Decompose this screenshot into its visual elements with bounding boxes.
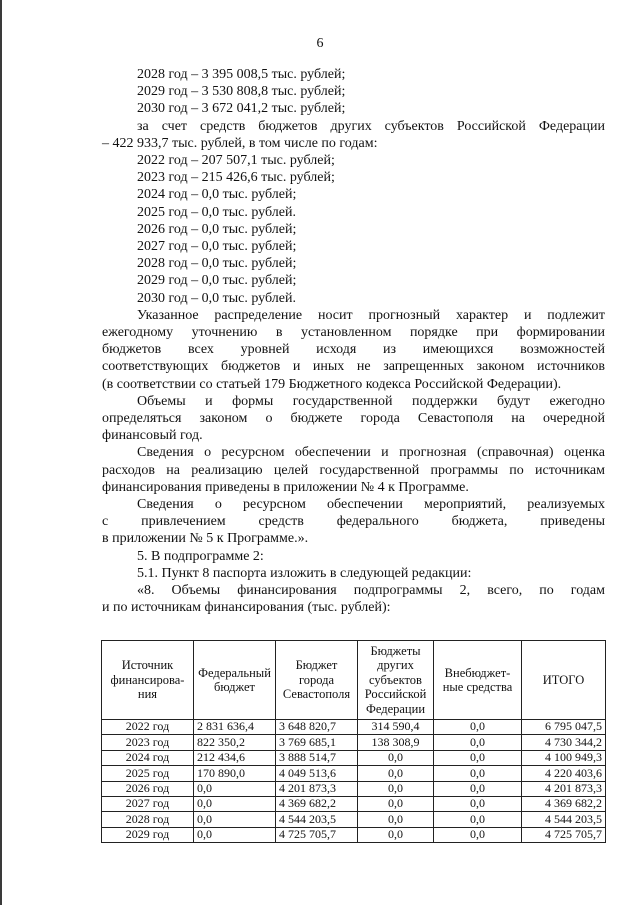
cell-federal: 0,0 (194, 827, 276, 842)
table-row (102, 781, 606, 796)
cell-city: 4 201 873,3 (276, 781, 358, 796)
other-regions-line: за счет средств бюджетов других субъектов Российской Федерации (137, 118, 605, 134)
cell-federal: 0,0 (194, 812, 276, 827)
cell-year: 2028 год (102, 812, 194, 827)
cell-total: 4 369 682,2 (522, 796, 606, 811)
paragraph-line: определяться законом о бюджете города Севастополя на очередной (102, 411, 605, 427)
funding-line: 2028 год – 3 395 008,5 тыс. рублей; (137, 67, 346, 82)
paragraph-line: Сведения о ресурсном обеспечении и прогнозная (справочная) оценка (137, 445, 605, 461)
cell-extrabudget: 0,0 (434, 827, 522, 842)
table-row (102, 796, 606, 811)
funding-line: 2027 год – 0,0 тыс. рублей; (137, 239, 297, 255)
other-regions-total: – 422 933,7 тыс. рублей, в том числе по годам: (102, 135, 378, 151)
paragraph-line: расходов на реализацию целей государственной программы по источникам (102, 462, 605, 478)
funding-line: 2028 год – 0,0 тыс. рублей; (137, 256, 297, 272)
paragraph-line: Указанное распределение носит прогнозный характер и подлежит (137, 307, 605, 323)
cell-extrabudget: 0,0 (434, 766, 522, 781)
cell-extrabudget: 0,0 (434, 750, 522, 765)
funding-line: 2029 год – 3 530 808,8 тыс. рублей; (137, 84, 346, 100)
header-federal: Федеральный бюджет (194, 641, 276, 720)
paragraph-line: бюджетов всех уровней исходя из имеющихся возможностей (102, 342, 605, 358)
page-number: 6 (316, 36, 324, 51)
cell-federal: 0,0 (194, 796, 276, 811)
cell-extrabudget: 0,0 (434, 812, 522, 827)
paragraph-line: финансирования приведены в приложении № 4 к Программе. (102, 479, 469, 495)
cell-total: 4 725 705,7 (522, 827, 606, 842)
cell-extrabudget: 0,0 (434, 781, 522, 796)
document-body (102, 66, 605, 617)
paragraph-line: с привлечением средств федерального бюджета, приведены (102, 514, 605, 530)
paragraph-line: Сведения о ресурсном обеспечении мероприятий, реализуемых (137, 497, 605, 513)
cell-federal: 0,0 (194, 781, 276, 796)
cell-total: 4 730 344,2 (522, 735, 606, 750)
paragraph-line: Объемы и формы государственной поддержки будут ежегодно (137, 393, 605, 409)
cell-regions: 314 590,4 (358, 720, 434, 735)
cell-total: 4 544 203,5 (522, 812, 606, 827)
cell-total: 4 100 949,3 (522, 750, 606, 765)
cell-regions: 0,0 (358, 796, 434, 811)
table-row (102, 720, 606, 735)
funding-line: 2026 год – 0,0 тыс. рублей; (137, 221, 297, 237)
funding-line: 2023 год – 215 426,6 тыс. рублей; (137, 170, 335, 186)
cell-regions: 0,0 (358, 781, 434, 796)
item-5-1: 5.1. Пункт 8 паспорта изложить в следующей редакции: (137, 565, 472, 581)
cell-year: 2024 год (102, 750, 194, 765)
item-8-line: и по источникам финансирования (тыс. рублей): (102, 600, 391, 616)
cell-city: 4 544 203,5 (276, 812, 358, 827)
table-row (102, 812, 606, 827)
header-city: Бюджет города Севастополя (276, 641, 358, 720)
paragraph-line: соответствующих бюджетов и иных не запрещенных законом источников (102, 359, 605, 375)
cell-regions: 0,0 (358, 766, 434, 781)
cell-year: 2022 год (102, 720, 194, 735)
table-row (102, 750, 606, 765)
cell-total: 6 795 047,5 (522, 720, 606, 735)
cell-regions: 138 308,9 (358, 735, 434, 750)
cell-city: 3 888 514,7 (276, 750, 358, 765)
cell-year: 2026 год (102, 781, 194, 796)
cell-city: 3 648 820,7 (276, 720, 358, 735)
page-left-edge (0, 0, 2, 905)
header-source: Источник финансирова-ния (102, 641, 194, 720)
cell-year: 2025 год (102, 766, 194, 781)
funding-line: 2029 год – 0,0 тыс. рублей; (137, 273, 297, 289)
cell-federal: 822 350,2 (194, 735, 276, 750)
cell-extrabudget: 0,0 (434, 735, 522, 750)
header-regions: Бюджеты других субъектов Российской Федерации (358, 641, 434, 720)
cell-year: 2029 год (102, 827, 194, 842)
funding-line: 2025 год – 0,0 тыс. рублей. (137, 204, 296, 220)
funding-line: 2030 год – 3 672 041,2 тыс. рублей; (137, 101, 346, 117)
item-8-line: «8. Объемы финансирования подпрограммы 2, всего, по годам (137, 583, 605, 599)
funding-line: 2030 год – 0,0 тыс. рублей. (137, 290, 296, 306)
paragraph-line: ежегодному уточнению в установленном порядке при формировании (102, 325, 605, 341)
table-row (102, 827, 606, 842)
cell-city: 4 725 705,7 (276, 827, 358, 842)
cell-extrabudget: 0,0 (434, 796, 522, 811)
funding-line: 2024 год – 0,0 тыс. рублей; (137, 187, 297, 203)
funding-line: 2022 год – 207 507,1 тыс. рублей; (137, 153, 335, 169)
cell-federal: 212 434,6 (194, 750, 276, 765)
cell-federal: 170 890,0 (194, 766, 276, 781)
cell-city: 4 369 682,2 (276, 796, 358, 811)
cell-city: 4 049 513,6 (276, 766, 358, 781)
paragraph-line: (в соответствии со статьей 179 Бюджетного кодекса Российской Федерации). (102, 376, 562, 392)
cell-year: 2023 год (102, 735, 194, 750)
cell-year: 2027 год (102, 796, 194, 811)
paragraph-line: финансовый год. (102, 428, 203, 444)
financing-table (101, 640, 606, 843)
cell-total: 4 201 873,3 (522, 781, 606, 796)
cell-extrabudget: 0,0 (434, 720, 522, 735)
cell-federal: 2 831 636,4 (194, 720, 276, 735)
cell-regions: 0,0 (358, 750, 434, 765)
header-extrabudget: Внебюджет-ные средства (434, 641, 522, 720)
table-row (102, 735, 606, 750)
table-header-row (102, 641, 606, 720)
item-5: 5. В подпрограмме 2: (137, 548, 264, 564)
paragraph-line: в приложении № 5 к Программе.». (102, 531, 309, 547)
cell-regions: 0,0 (358, 827, 434, 842)
cell-regions: 0,0 (358, 812, 434, 827)
cell-total: 4 220 403,6 (522, 766, 606, 781)
cell-city: 3 769 685,1 (276, 735, 358, 750)
table-row (102, 766, 606, 781)
header-total: ИТОГО (522, 641, 606, 720)
